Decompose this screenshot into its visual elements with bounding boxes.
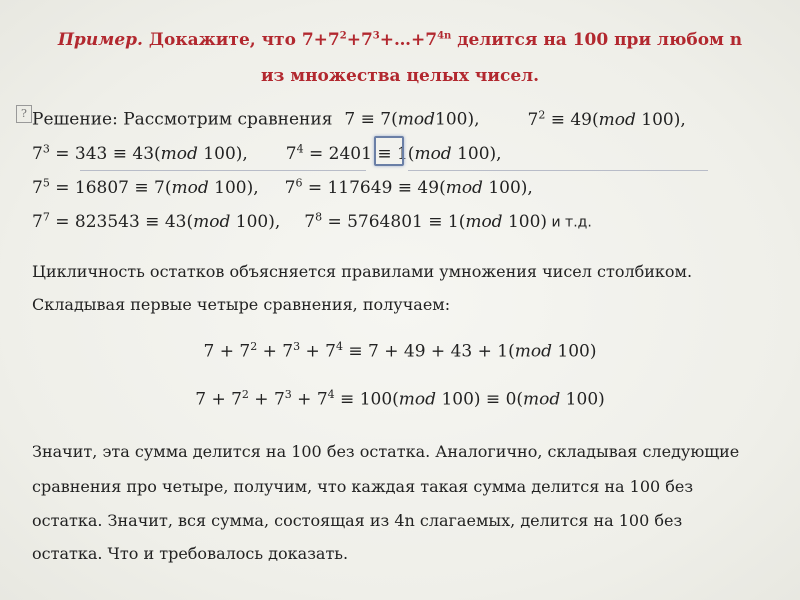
- c3-sup: 3: [42, 142, 50, 155]
- f2-p2: + 7: [248, 389, 285, 410]
- c3-end: 100),: [197, 143, 248, 164]
- c6-end: 100),: [482, 177, 533, 198]
- c4-end: 100),: [451, 143, 502, 164]
- c8-rest: = 5764801 ≡ 1(: [322, 211, 466, 232]
- c2-base: 7: [527, 109, 539, 130]
- c2-mod: mod: [598, 109, 636, 130]
- etc-text: и т.д.: [547, 214, 592, 231]
- c3-mod: mod: [160, 143, 198, 164]
- f2-p5: 100) ≡ 0(: [436, 389, 524, 410]
- paragraph-2-line-2: сравнения про четыре, получим, что каждая такая сумма делится на 100 без: [32, 477, 694, 496]
- f1-p4: ≡ 7 + 49 + 43 + 1(: [342, 341, 515, 362]
- divider-right: [408, 170, 708, 171]
- c5-mod: mod: [171, 177, 209, 198]
- f2-mod2: mod: [523, 389, 561, 410]
- f1-p5: 100): [551, 341, 597, 362]
- solution-line-3: [32, 176, 533, 198]
- c2-rest: ≡ 49(: [545, 109, 599, 130]
- title-text: Докажите, что 7+7: [142, 30, 340, 50]
- c4-sup: 4: [296, 142, 304, 155]
- c8-end: 100): [502, 211, 548, 232]
- f2-p3: + 7: [291, 389, 328, 410]
- c2-end: 100),: [635, 109, 686, 130]
- bullet-marker-icon: ?: [16, 105, 32, 123]
- f2-p6: 100): [560, 389, 605, 410]
- c5-base: 7: [32, 177, 43, 198]
- f1-s1: 2: [250, 340, 258, 353]
- example-title-line2: из множества целых чисел.: [260, 66, 540, 86]
- divider-left: [80, 170, 366, 171]
- c4-mod: mod: [414, 143, 452, 164]
- congruence-7-5: [32, 178, 259, 198]
- solution-line-1: [32, 108, 686, 130]
- solution-label: Решение: Рассмотрим сравнения: [32, 109, 333, 130]
- f2-p1: 7 + 7: [195, 389, 242, 410]
- congruence-7-6: [285, 178, 533, 198]
- f1-s3: 4: [335, 340, 343, 353]
- f1-p3: + 7: [300, 341, 336, 362]
- f2-s3: 4: [327, 388, 335, 401]
- f1-p2: + 7: [257, 341, 294, 362]
- c1-mod: mod: [397, 109, 435, 130]
- c1-text: 7 ≡ 7(: [344, 109, 398, 130]
- c7-mod: mod: [193, 211, 231, 232]
- example-label: Пример.: [57, 30, 143, 50]
- c6-sup: 6: [295, 176, 303, 189]
- formula-2: [0, 388, 800, 410]
- c7-base: 7: [32, 211, 43, 232]
- f2-mod1: mod: [398, 389, 437, 410]
- title-sup-2: 2: [339, 30, 347, 42]
- congruence-7: [344, 110, 479, 130]
- f1-p1: 7 + 7: [203, 341, 251, 362]
- paragraph-2-line-4: остатка. Что и требовалось доказать.: [32, 544, 349, 563]
- c7-end: 100),: [230, 211, 281, 232]
- f1-s2: 3: [293, 340, 301, 353]
- title-sup-4n: 4n: [437, 30, 452, 42]
- title-plus-3: +7: [346, 30, 373, 50]
- c3-base: 7: [32, 143, 43, 164]
- focus-highlight-box: [374, 136, 404, 166]
- c4-rest: = 2401 ≡ 1(: [303, 143, 415, 164]
- c2-sup: 2: [538, 108, 546, 121]
- title-sup-3: 3: [372, 30, 380, 42]
- c4-base: 7: [285, 143, 297, 164]
- title-suffix: делится на 100 при любом n: [451, 30, 743, 50]
- c1-end: 100),: [435, 109, 480, 130]
- paragraph-1-line-1: Цикличность остатков объясняется правилами умножения чисел столбиком.: [32, 262, 693, 281]
- f2-p4: ≡ 100(: [334, 389, 399, 410]
- solution-line-4: [32, 210, 592, 232]
- c6-rest: = 117649 ≡ 49(: [302, 177, 446, 198]
- congruence-7-2: [527, 110, 685, 130]
- solution-line-2: [32, 142, 502, 164]
- c5-end: 100),: [208, 177, 259, 198]
- c5-rest: = 16807 ≡ 7(: [49, 177, 172, 198]
- c8-sup: 8: [315, 210, 323, 223]
- paragraph-2-line-1: Значит, эта сумма делится на 100 без остатка. Аналогично, складывая следующие: [32, 442, 740, 461]
- paragraph-2-line-3: остатка. Значит, вся сумма, состоящая из 4n слагаемых, делится на 100 без: [32, 511, 683, 530]
- c7-sup: 7: [42, 210, 50, 223]
- c8-base: 7: [304, 211, 316, 232]
- congruence-7-7: [32, 212, 280, 232]
- c8-mod: mod: [465, 211, 503, 232]
- c6-mod: mod: [445, 177, 483, 198]
- c3-rest: = 343 ≡ 43(: [49, 143, 161, 164]
- f1-mod: mod: [514, 341, 552, 362]
- congruence-7-3: [32, 144, 248, 164]
- paragraph-1-line-2: Складывая первые четыре сравнения, получаем:: [32, 295, 451, 314]
- congruence-7-8: [304, 212, 547, 232]
- formula-1: [0, 340, 800, 362]
- c6-base: 7: [284, 177, 296, 198]
- f2-s2: 3: [284, 388, 292, 401]
- title-dots: +…+7: [379, 30, 438, 50]
- f2-s1: 2: [241, 388, 249, 401]
- example-title: [0, 30, 800, 50]
- c7-rest: = 823543 ≡ 43(: [49, 211, 194, 232]
- c5-sup: 5: [42, 176, 50, 189]
